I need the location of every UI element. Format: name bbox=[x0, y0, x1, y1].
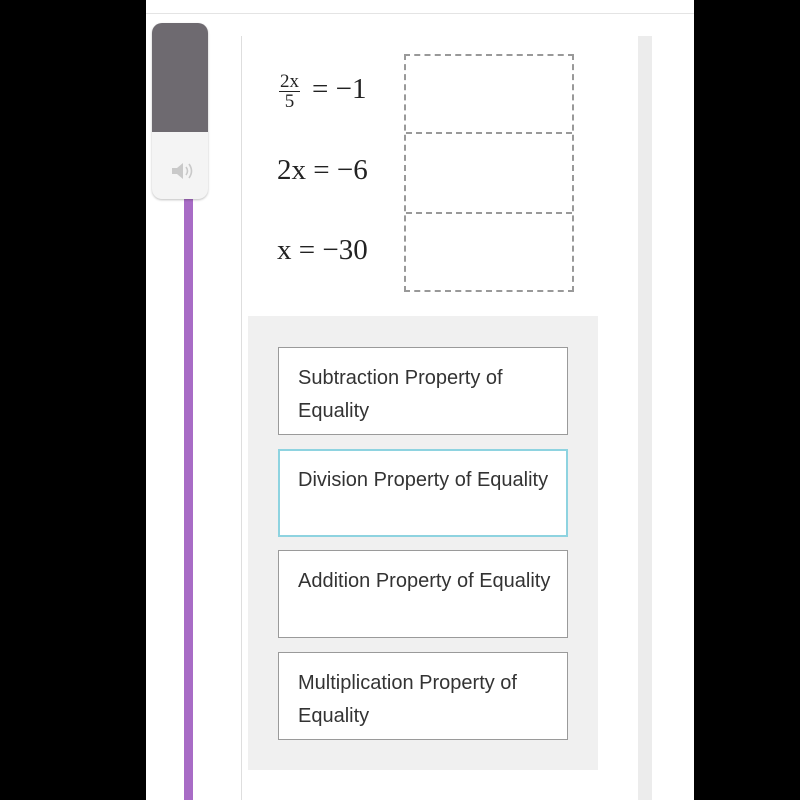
fraction-denominator: 5 bbox=[284, 91, 295, 112]
audio-player[interactable] bbox=[152, 23, 208, 199]
equation-rhs: = −6 bbox=[313, 154, 368, 186]
answer-drop-zones[interactable] bbox=[404, 54, 574, 292]
option-multiplication-property[interactable]: Multiplication Property of Equality bbox=[278, 652, 568, 740]
drop-zone-divider bbox=[406, 132, 572, 134]
scrollbar-track[interactable] bbox=[638, 36, 652, 800]
equation-lhs: x bbox=[277, 234, 292, 266]
drop-zone-divider bbox=[406, 212, 572, 214]
panel-border bbox=[241, 36, 242, 800]
equation-rhs: = −30 bbox=[298, 234, 368, 266]
header-divider bbox=[146, 13, 694, 14]
speaker-icon[interactable] bbox=[170, 161, 196, 181]
equation-rhs: = −1 bbox=[312, 73, 367, 106]
option-addition-property[interactable]: Addition Property of Equality bbox=[278, 550, 568, 638]
audio-player-handle[interactable] bbox=[152, 23, 208, 132]
equation-2 bbox=[277, 154, 368, 187]
fraction bbox=[279, 72, 300, 111]
option-division-property[interactable]: Division Property of Equality bbox=[278, 449, 568, 537]
question-page bbox=[146, 0, 694, 800]
option-subtraction-property[interactable]: Subtraction Property of Equality bbox=[278, 347, 568, 435]
fraction-numerator: 2x bbox=[280, 71, 299, 92]
equation-1 bbox=[279, 72, 366, 111]
equation-lhs: 2x bbox=[277, 154, 306, 186]
audio-progress-track[interactable] bbox=[184, 190, 193, 800]
equation-3 bbox=[277, 234, 368, 267]
